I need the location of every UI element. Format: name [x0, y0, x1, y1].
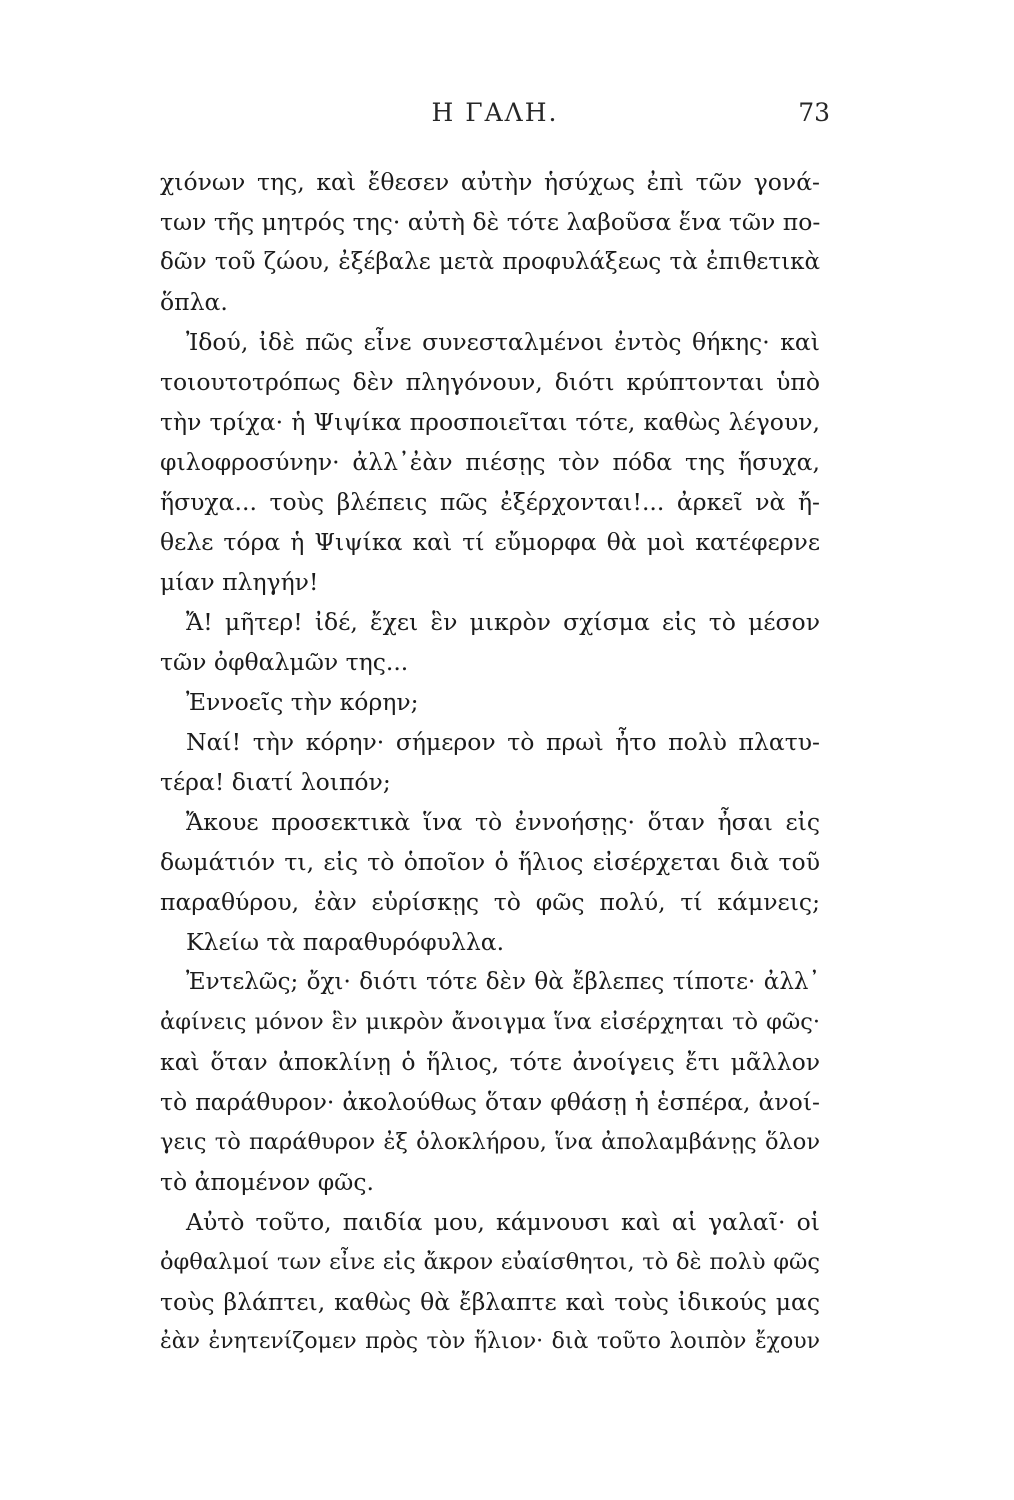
page-number: 73 — [798, 98, 830, 127]
text-line: τὸ ἀπομένον φῶς. — [160, 1168, 374, 1196]
text-line: τὸ παράθυρον· ἀκολούθως ὅταν φθάσῃ ἡ ἑσπέρα, ἀνοί- — [160, 1088, 820, 1116]
text-line: Ἄ! μῆτερ! ἰδέ, ἔχει ἓν μικρὸν σχίσμα εἰς τὸ μέσον — [186, 608, 820, 636]
running-head — [160, 98, 830, 138]
text-line: τέρα! διατί λοιπόν; — [160, 768, 391, 796]
body-text — [160, 162, 820, 1362]
text-line: των τῆς μητρός της· αὐτὴ δὲ τότε λαβοῦσα ἕνα τῶν πο- — [160, 208, 821, 236]
running-title: Η ΓΑΛΗ. — [431, 98, 559, 127]
text-line: τὴν τρίχα· ἡ Ψιψίκα προσποιεῖται τότε, καθὼς λέγουν, — [160, 408, 820, 436]
text-line: παραθύρου, ἐὰν εὑρίσκῃς τὸ φῶς πολύ, τί κάμνεις; — [160, 888, 820, 916]
text-line: τοὺς βλάπτει, καθὼς θὰ ἔβλαπτε καὶ τοὺς ἰδικούς μας — [160, 1288, 820, 1316]
text-line: φιλοφροσύνην· ἀλλ᾽ἐὰν πιέσῃς τὸν πόδα της ἥσυχα, — [160, 448, 820, 476]
text-line: δῶν τοῦ ζώου, ἐξέβαλε μετὰ προφυλάξεως τὰ ἐπιθετικὰ — [160, 249, 820, 275]
text-line: Ἐννοεῖς τὴν κόρην; — [186, 688, 419, 716]
text-line: ἐὰν ἐνητενίζομεν πρὸς τὸν ἥλιον· διὰ τοῦτο λοιπὸν ἔχουν — [160, 1329, 820, 1354]
text-line: δωμάτιόν τι, εἰς τὸ ὁποῖον ὁ ἥλιος εἰσέρχεται διὰ τοῦ — [160, 848, 820, 876]
text-line: Ἐντελῶς; ὄχι· διότι τότε δὲν θὰ ἔβλεπες τίποτε· ἀλλ᾽ — [186, 969, 820, 995]
text-line: Ἰδού, ἰδὲ πῶς εἶνε συνεσταλμένοι ἐντὸς θήκης· καὶ — [186, 328, 820, 356]
text-line: γεις τὸ παράθυρον ἐξ ὁλοκλήρου, ἵνα ἀπολαμβάνῃς ὅλον — [160, 1129, 820, 1155]
text-line: Ναί! τὴν κόρην· σήμερον τὸ πρωὶ ἦτο πολὺ πλατυ- — [186, 728, 820, 756]
text-line: χιόνων της, καὶ ἔθεσεν αὐτὴν ἡσύχως ἐπὶ τῶν γονά- — [160, 168, 820, 196]
text-line: Κλείω τὰ παραθυρόφυλλα. — [186, 928, 505, 956]
text-line: θελε τόρα ἡ Ψιψίκα καὶ τί εὔμορφα θὰ μοὶ κατέφερνε — [160, 528, 820, 556]
text-line: ἀφίνεις μόνον ἓν μικρὸν ἄνοιγμα ἵνα εἰσέρχηται τὸ φῶς· — [160, 1009, 820, 1035]
text-line: Αὐτὸ τοῦτο, παιδία μου, κάμνουσι καὶ αἱ γαλαῖ· οἱ — [186, 1208, 820, 1236]
text-line: τῶν ὀφθαλμῶν της... — [160, 648, 409, 676]
text-line: ἥσυχα... τοὺς βλέπεις πῶς ἐξέρχονται!... ἀρκεῖ νὰ ἤ- — [160, 488, 820, 516]
text-line: καὶ ὅταν ἀποκλίνῃ ὁ ἥλιος, τότε ἀνοίγεις ἔτι μᾶλλον — [160, 1048, 820, 1076]
text-line: ὅπλα. — [160, 288, 228, 316]
text-line: μίαν πληγήν! — [160, 568, 319, 596]
text-line: ὀφθαλμοί των εἶνε εἰς ἄκρον εὐαίσθητοι, τὸ δὲ πολὺ φῶς — [160, 1249, 820, 1275]
text-line: Ἄκουε προσεκτικὰ ἵνα τὸ ἐννοήσῃς· ὅταν ἦσαι εἰς — [186, 808, 820, 836]
text-line: τοιουτοτρόπως δὲν πληγόνουν, διότι κρύπτονται ὑπὸ — [160, 368, 820, 396]
